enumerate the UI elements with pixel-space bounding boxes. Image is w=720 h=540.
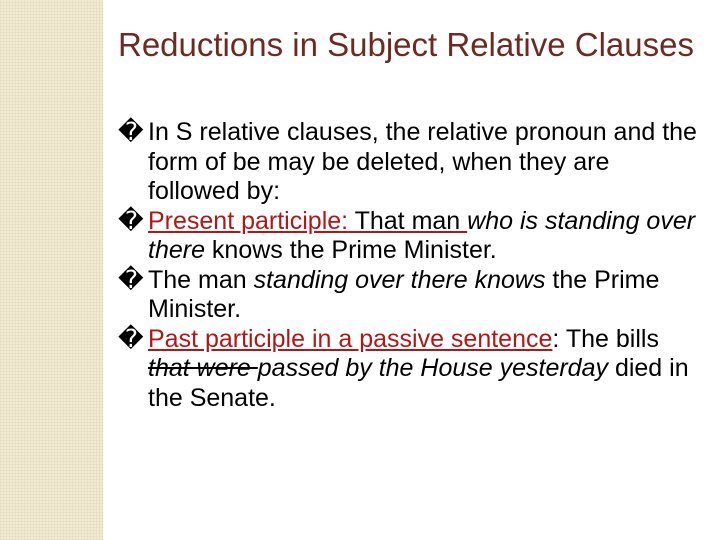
bullet-past-participle [118,325,698,414]
bullet-icon: � [118,206,144,235]
bullet-icon: � [118,118,144,146]
past-participle-struck: that were [148,354,258,382]
past-participle-text-1: The bills [559,324,659,353]
bullet-icon: � [118,324,144,353]
reduced-example-text-1: The man [148,265,254,294]
bullet-intro [118,118,698,207]
present-participle-text-1: That man [348,206,468,235]
past-participle-text-2: died in the Senate. [148,354,689,412]
present-participle-label: Present participle: [148,206,349,235]
bullet-reduced-example [118,266,698,325]
past-participle-italic: passed by the House yesterday [257,354,608,382]
slide-body [118,118,698,413]
decorative-left-rule [103,0,106,540]
intro-text: In S relative clauses, the relative pronoun and the form of be may be deleted, when they are followed by: [148,118,697,205]
reduced-example-italic: standing over there knows [253,265,546,294]
present-participle-text-2: knows the Prime Minister. [204,236,497,264]
bullet-icon: � [118,265,144,294]
decorative-left-band [0,0,103,540]
bullet-present-participle [118,207,698,266]
past-participle-colon: : [552,324,560,353]
past-participle-label: Past participle in a passive sentence [148,324,553,353]
slide-title: Reductions in Subject Relative Clauses [118,26,694,63]
reduced-example-text-2: the Prime Minister. [148,265,660,323]
present-participle-italic: who is standing over there [148,206,696,264]
